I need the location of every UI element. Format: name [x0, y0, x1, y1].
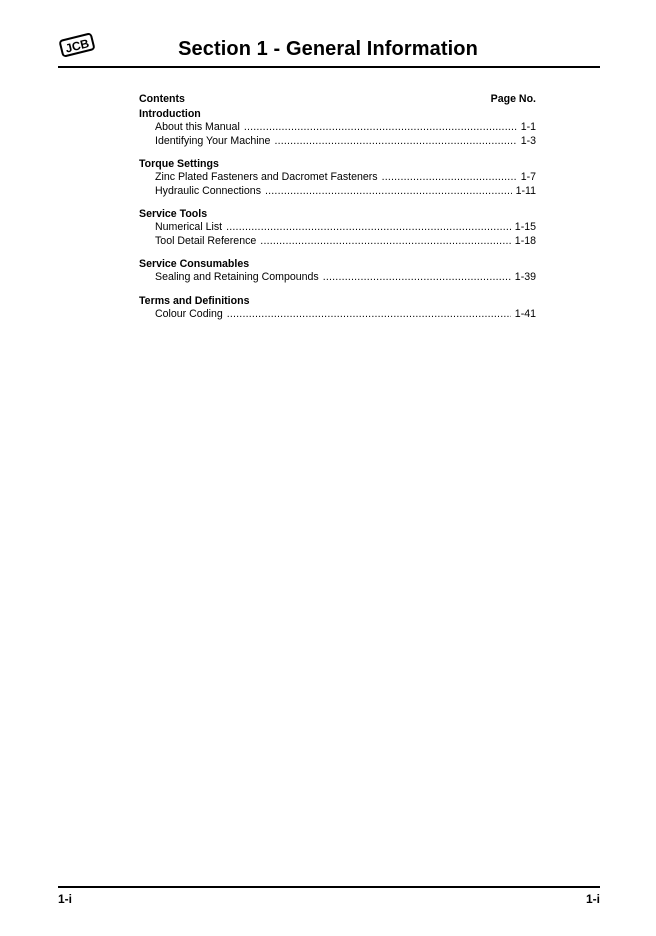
toc-group-torque-settings [139, 158, 536, 198]
toc-entry[interactable] [139, 121, 536, 135]
contents-label: Contents [139, 93, 185, 105]
entry-page: 1-18 [514, 234, 536, 247]
group-title: Service Tools [139, 208, 208, 220]
toc-group-service-tools [139, 208, 536, 248]
toc-entry[interactable] [139, 308, 536, 322]
entry-page: 1-11 [515, 184, 536, 197]
entry-label: Sealing and Retaining Compounds [155, 271, 319, 283]
entry-label: Numerical List [155, 221, 223, 233]
footer-page-number-left: 1-i [58, 892, 73, 906]
entry-label: About this Manual [155, 121, 240, 133]
logo-text: JCB [63, 36, 91, 56]
dot-leader [323, 271, 511, 285]
group-title: Torque Settings [139, 158, 219, 170]
toc-header [139, 92, 536, 106]
toc-entry[interactable] [139, 171, 536, 185]
group-title: Introduction [139, 108, 201, 120]
entry-page: 1-15 [514, 221, 536, 233]
dot-leader [244, 121, 517, 135]
toc-group-terms-and-definitions [139, 295, 536, 322]
entry-page: 1-3 [520, 134, 536, 147]
toc-entry[interactable] [139, 221, 536, 235]
dot-leader [382, 171, 517, 185]
footer-page-number-right: 1-i [585, 892, 600, 906]
toc-group-service-consumables [139, 258, 536, 285]
page-no-label: Page No. [490, 93, 536, 105]
entry-label: Identifying Your Machine [155, 134, 271, 147]
entry-page: 1-39 [514, 271, 536, 283]
footer-rule [58, 886, 600, 888]
group-title: Terms and Definitions [139, 294, 250, 307]
toc-entry[interactable] [139, 185, 536, 199]
toc-entry[interactable] [139, 235, 536, 249]
dot-leader [227, 308, 511, 322]
entry-page: 1-7 [520, 171, 536, 183]
entry-label: Tool Detail Reference [155, 234, 257, 247]
entry-label: Hydraulic Connections [155, 184, 261, 197]
entry-page: 1-41 [514, 307, 536, 320]
entry-label: Colour Coding [155, 307, 223, 320]
header-rule [58, 66, 600, 68]
toc-entry[interactable] [139, 271, 536, 285]
dot-leader [226, 221, 511, 235]
dot-leader [260, 235, 511, 249]
group-title: Service Consumables [139, 258, 250, 270]
dot-leader [274, 135, 516, 149]
entry-page: 1-1 [520, 121, 536, 133]
dot-leader [265, 185, 512, 199]
page-title: Section 1 - General Information [178, 38, 478, 60]
entry-label: Zinc Plated Fasteners and Dacromet Fasteners [155, 171, 378, 183]
table-of-contents [139, 92, 536, 331]
toc-group-introduction [139, 108, 536, 148]
toc-entry[interactable] [139, 135, 536, 149]
